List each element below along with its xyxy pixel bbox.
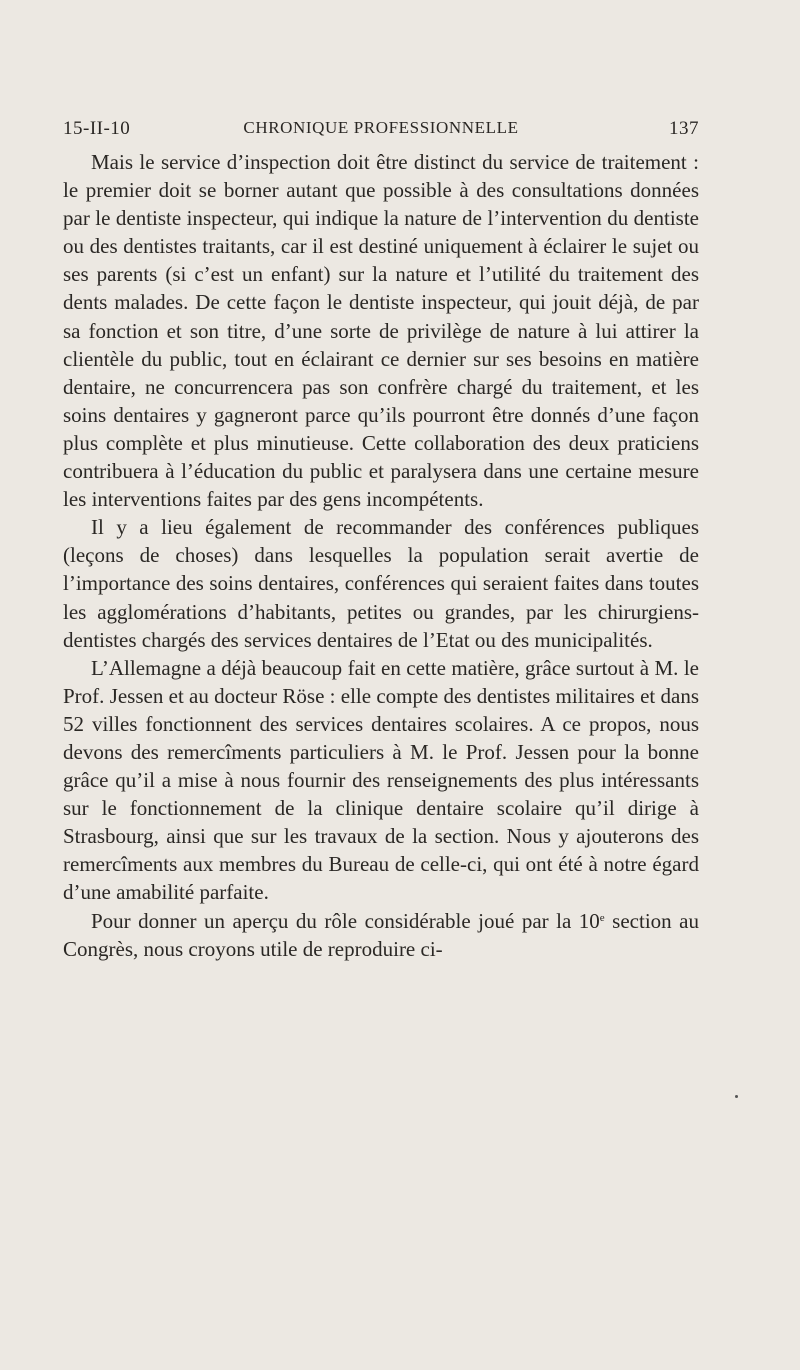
margin-speck: [735, 1095, 738, 1098]
paragraph-1: Mais le service d’inspection doit être distinct du service de traitement : le premier doit se borner autant que possible à des consultations données par le dentiste inspecteur, qui indique la nature de l’intervention du dentiste ou des dentistes traitants, car il est destiné uniquement à éclairer le sujet ou ses parents (si c’est un enfant) sur la nature et l’utilité du traitement des dents malades. De cette façon le dentiste inspecteur, qui jouit déjà, de par sa fonction et son titre, d’une sorte de privilège de nature à lui attirer la clientèle du public, tout en éclairant ce dernier sur ses besoins en matière dentaire, ne concurrencera pas son confrère chargé du traitement, et les soins dentaires y gagneront parce qu’ils pourront être donnés d’une façon plus complète et plus minutieuse. Cette collaboration des deux praticiens contribuera à l’éducation du public et paralysera dans une certaine mesure les interventions faites par des gens incompétents.: [63, 150, 699, 512]
page-number: 137: [669, 118, 699, 139]
paragraph-2: Il y a lieu également de recommander des conférences publiques (leçons de choses) dans lesquelles la population serait avertie de l’importance des soins dentaires, conférences qui seraient faites dans toutes les agglomérations d’habitants, petites ou grandes, par les chirurgiens-dentistes chargés des services dentaires de l’Etat ou des municipalités.: [63, 515, 699, 652]
paragraph-4: [63, 907, 699, 963]
page-body: [63, 148, 699, 963]
paragraph-4-end: section au Congrès, nous croyons utile de reproduire ci-: [63, 908, 699, 961]
paragraph-3: L’Allemagne a déjà beaucoup fait en cette matière, grâce surtout à M. le Prof. Jessen et au docteur Röse : elle compte des dentistes militaires et dans 52 villes fonctionnent des services dentaires scolaires. A ce propos, nous devons des remercîments particuliers à M. le Prof. Jessen pour la bonne grâce qu’il a mise à nous fournir des renseignements des plus intéressants sur le fonctionnement de la clinique dentaire scolaire qu’il dirige à Strasbourg, ainsi que sur les travaux de la section. Nous y ajouterons des remercîments aux membres du Bureau de celle-ci, qui ont été à notre égard d’une amabilité parfaite.: [63, 655, 699, 905]
paragraph-4-start: Pour donner un aperçu du rôle considérable joué par la 10: [91, 908, 600, 933]
header-title: CHRONIQUE PROFESSIONNELLE: [243, 118, 519, 137]
ordinal-superscript: e: [599, 911, 605, 924]
header-date: 15-II-10: [63, 118, 131, 139]
running-header: [63, 118, 699, 146]
